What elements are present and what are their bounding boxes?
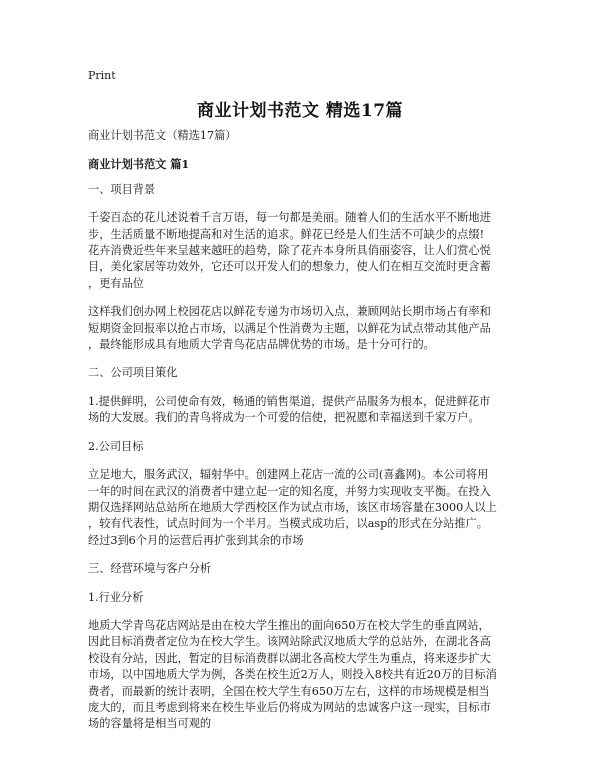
section-title: 商业计划书范文 篇1: [88, 157, 190, 172]
text-line: 期仅选择网站总站所在地质大学西校区作为试点市场，该区市场容量在3000人以上: [88, 500, 497, 514]
text-line: 立足地大，服务武汉，辐射华中。创建网上花店一流的公司(喜鑫网)。本公司将用: [88, 468, 489, 482]
document-subtitle: 商业计划书范文（精选17篇）: [88, 129, 237, 142]
text-line: 1.提供鲜明，公司使命有效，畅通的销售渠道，提供产品服务为根本，促进鲜花市: [88, 394, 491, 408]
text-line: ，更有品位: [88, 276, 144, 290]
text-line: 这样我们创办网上校园花店以鲜花专递为市场切入点，兼顾网站长期市场占有率和: [88, 305, 491, 319]
paragraph-3: [88, 394, 512, 427]
heading-project-background: 一、项目背景: [88, 182, 156, 196]
paragraph-2: [88, 304, 512, 353]
text-line: 校设有分站，因此，暂定的目标消费群以湖北各高校大学生为重点，将来逐步扩大: [88, 651, 491, 665]
heading-business-environment: 三、经营环境与客户分析: [88, 562, 212, 576]
text-line: 短期资金回报率以抢占市场，以满足个性消费为主题，以鲜花为试点带动其他产品: [88, 321, 491, 335]
document-title: 商业计划书范文 精选17篇: [196, 101, 404, 121]
text-line: 一年的时间在武汉的消费者中建立起一定的知名度，并努力实现收支平衡。在投入: [88, 484, 491, 498]
text-line: 目，美化家居等功效外，它还可以开发人们的想象力，使人们在相互交流时更含蓄: [88, 260, 491, 274]
paragraph-1: [88, 210, 512, 292]
text-line: 场的容量将是相当可观的: [88, 717, 212, 731]
text-line: 因此目标消费者定位为在校大学生。该网站除武汉地质大学的总站外，在湖北各高: [88, 635, 491, 649]
text-line: 庞大的，而且考虑到将来在校生毕业后仍将成为网站的忠诚客户这一现实，目标市: [88, 700, 491, 714]
text-line: 花卉消费近些年来呈越来越旺的趋势，除了花卉本身所具俏丽姿容，让人们赏心悦: [88, 244, 491, 258]
text-line: 费者，而最新的统计表明，全国在校大学生有650万左右，这样的市场规模是相当: [88, 684, 490, 698]
text-line: ，最终能形成具有地质大学青鸟花店品牌优势的市场。是十分可行的。: [88, 338, 435, 352]
heading-industry-analysis: 1.行业分析: [88, 590, 144, 604]
text-line: 经过3到6个月的运营后再扩张到其余的市场: [88, 533, 304, 547]
text-line: 千姿百态的花儿述说着千言万语，每一句都是美丽。随着人们的生活水平不断地进: [88, 211, 491, 225]
paragraph-5: [88, 618, 512, 733]
heading-project-plan: 二、公司项目策化: [88, 366, 178, 380]
text-line: 地质大学青鸟花店网站是由在校大学生推出的面向650万在校大学生的垂直网站，: [88, 618, 490, 632]
document-body: [88, 128, 512, 733]
paragraph-4: [88, 467, 512, 549]
text-line: 场的大发展。我们的青鸟将成为一个可爱的信使，把祝愿和幸福送到千家万户。: [88, 411, 480, 425]
text-line: ，较有代表性，试点时间为一个半月。当模式成功后，以asp的形式在分站推广。: [88, 517, 488, 531]
heading-company-goal: 2.公司目标: [88, 439, 144, 453]
print-label[interactable]: Print: [88, 69, 116, 82]
text-line: 市场，以中国地质大学为例，各类在校生近2万人，则投入8校共有近20万的目标消: [88, 668, 497, 682]
text-line: 步，生活质量不断地提高和对生活的追求。鲜花已经是人们生活不可缺少的点缀!: [88, 227, 485, 241]
